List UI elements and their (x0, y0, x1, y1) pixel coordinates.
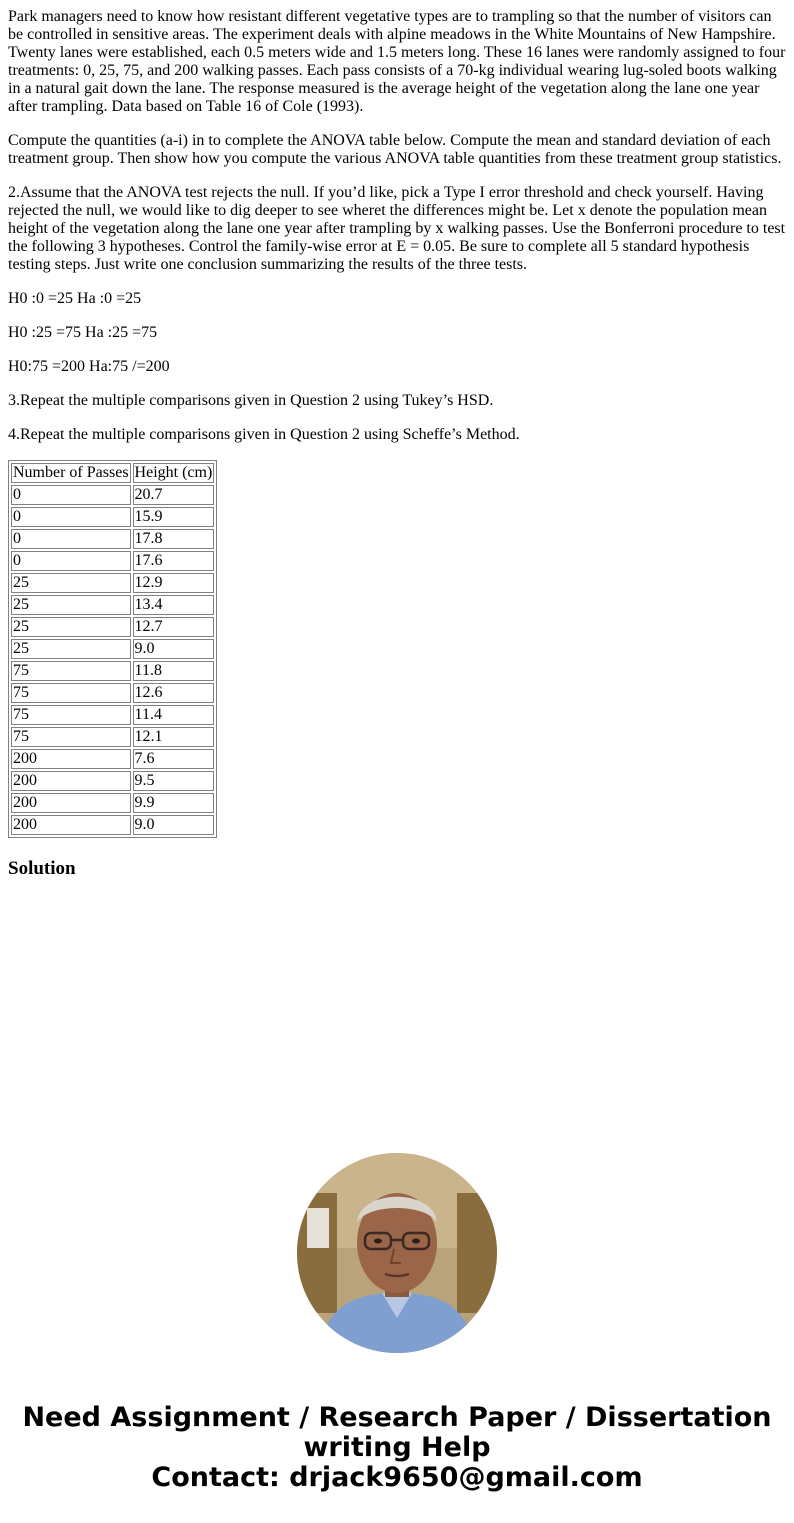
height-cell: 9.0 (133, 815, 215, 835)
question-content (8, 8, 788, 880)
hypothesis-2: H0 :25 =75 Ha :25 =75 (8, 324, 158, 341)
table-row (11, 683, 214, 703)
table-row (11, 617, 214, 637)
height-cell: 9.5 (133, 771, 215, 791)
question-4-paragraph: 4.Repeat the multiple comparisons given in Question 2 using Scheffe’s Method. (8, 426, 520, 443)
banner-line-1: Need Assignment / Research Paper / Dissertation (22, 1402, 772, 1433)
table-row (11, 507, 214, 527)
data-table (8, 460, 217, 838)
passes-cell: 200 (11, 793, 131, 813)
height-cell: 17.6 (133, 551, 215, 571)
passes-cell: 200 (11, 771, 131, 791)
passes-cell: 0 (11, 529, 131, 549)
height-cell: 9.9 (133, 793, 215, 813)
table-row (11, 771, 214, 791)
table-row (11, 749, 214, 769)
passes-cell: 0 (11, 507, 131, 527)
passes-cell: 75 (11, 727, 131, 747)
passes-cell: 75 (11, 661, 131, 681)
author-portrait-icon (297, 1153, 497, 1353)
passes-cell: 0 (11, 485, 131, 505)
contact-banner (0, 1403, 794, 1493)
height-cell: 15.9 (133, 507, 215, 527)
passes-cell: 200 (11, 749, 131, 769)
table-header-cell: Number of Passes (13, 464, 129, 481)
banner-line-2: writing Help (303, 1432, 491, 1463)
height-cell: 7.6 (133, 749, 215, 769)
passes-cell: 200 (11, 815, 131, 835)
table-row (11, 485, 214, 505)
hypothesis-1: H0 :0 =25 Ha :0 =25 (8, 290, 142, 307)
table-row (11, 661, 214, 681)
height-cell: 9.0 (133, 639, 215, 659)
question-2-paragraph: 2.Assume that the ANOVA test rejects the null. If you’d like, pick a Type I error threshold and check yourself. Having rejected the null, we would like to dig deeper to see wheret the differences might be. Let x denote the population mean height of the vegetation along the lane one year after trampling by x walking passes. Use the Bonferroni procedure to test the following 3 hypotheses. Control the family-wise error at E = 0.05. Be sure to complete all 5 standard hypothesis testing steps. Just write one conclusion summarizing the results of the three tests. (8, 184, 786, 273)
passes-cell: 75 (11, 705, 131, 725)
height-cell: 11.4 (133, 705, 215, 725)
height-cell: 12.9 (133, 573, 215, 593)
passes-cell: 75 (11, 683, 131, 703)
height-cell: 17.8 (133, 529, 215, 549)
table-row (11, 705, 214, 725)
question-3-paragraph: 3.Repeat the multiple comparisons given in Question 2 using Tukey’s HSD. (8, 392, 494, 409)
height-cell: 13.4 (133, 595, 215, 615)
height-cell: 20.7 (133, 485, 215, 505)
author-avatar (297, 1153, 497, 1353)
height-cell: 12.6 (133, 683, 215, 703)
table-header-row (11, 463, 214, 483)
question-1-paragraph: Compute the quantities (a-i) in to complete the ANOVA table below. Compute the mean and standard deviation of each treatment group. Then show how you compute the various ANOVA table quantities from these treatment group statistics. (8, 132, 782, 167)
passes-cell: 25 (11, 639, 131, 659)
passes-cell: 0 (11, 551, 131, 571)
height-cell: 11.8 (133, 661, 215, 681)
table-row (11, 595, 214, 615)
passes-cell: 25 (11, 573, 131, 593)
hypothesis-3: H0:75 =200 Ha:75 /=200 (8, 358, 170, 375)
banner-line-3: Contact: drjack9650@gmail.com (151, 1462, 643, 1493)
table-row (11, 793, 214, 813)
passes-cell: 25 (11, 595, 131, 615)
table-row (11, 639, 214, 659)
passes-cell: 25 (11, 617, 131, 637)
table-row (11, 551, 214, 571)
height-cell: 12.7 (133, 617, 215, 637)
table-row (11, 815, 214, 835)
table-header-cell: Height (cm) (134, 464, 213, 481)
table-row (11, 529, 214, 549)
height-cell: 12.1 (133, 727, 215, 747)
table-row (11, 573, 214, 593)
table-row (11, 727, 214, 747)
solution-heading: Solution (8, 858, 76, 879)
intro-paragraph: Park managers need to know how resistant different vegetative types are to trampling so that the number of visitors can be controlled in sensitive areas. The experiment deals with alpine meadows in the White Mountains of New Hampshire. Twenty lanes were established, each 0.5 meters wide and 1.5 meters long. These 16 lanes were randomly assigned to four treatments: 0, 25, 75, and 200 walking passes. Each pass consists of a 70-kg individual wearing lug-soled boots walking in a natural gait down the lane. The response measured is the average height of the vegetation along the lane one year after trampling. Data based on Table 16 of Cole (1993). (8, 8, 786, 115)
